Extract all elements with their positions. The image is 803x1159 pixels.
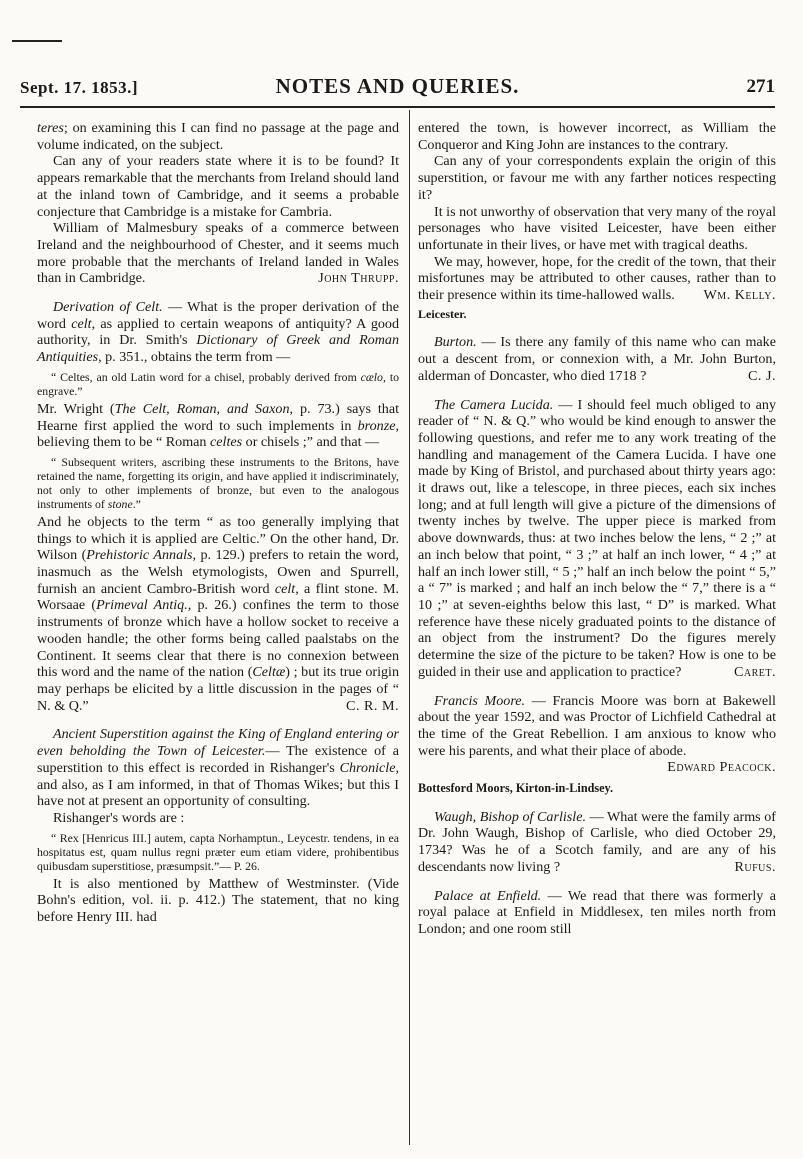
article-enfield bbox=[418, 888, 776, 938]
signature: C. J. bbox=[748, 367, 776, 384]
quotation: “ Rex [Henricus III.] autem, capta Norhamptun., Leycestr. tendens, in ea hospitatus est, quam nullus regni præter eum etiam videre, prohibentibus quibusdam superstitiose, præsumpsit.”— P. 26. bbox=[37, 830, 399, 873]
signature: C. R. M. bbox=[346, 697, 399, 714]
signature: Caret. bbox=[733, 663, 776, 680]
place-line: Bottesford Moors, Kirton-in-Lindsey. bbox=[418, 781, 613, 796]
article-celt bbox=[37, 299, 399, 714]
article-title: Derivation of Celt. bbox=[53, 299, 163, 316]
article-waugh bbox=[418, 809, 776, 876]
signature: Rufus. bbox=[734, 858, 776, 875]
article-title: Burton. bbox=[434, 334, 477, 351]
paragraph: Waugh, Bishop of Carlisle. — What were the family arms of Dr. John Waugh, Bishop of Carlisle, who died October 29, 1734? Was he of a Scotch family, and are any of his descendants now living ? Rufus. bbox=[418, 808, 776, 875]
page-header bbox=[20, 72, 775, 104]
article-title: Palace at Enfield. bbox=[434, 887, 542, 904]
article-title: Waugh, Bishop of Carlisle. bbox=[434, 808, 586, 825]
paragraph: Rishanger's words are : bbox=[53, 809, 185, 826]
paragraph: Francis Moore. — Francis Moore was born at Bakewell about the year 1592, and was Proctor of Lichfield Cathedral at the time of the Great Rebellion. I am anxious to know who were his parents, and what their place of abode. bbox=[418, 692, 776, 759]
page-number: 271 bbox=[746, 76, 775, 97]
paragraph: Derivation of Celt. — What is the proper derivation of the word celt, as applied to certain weapons of antiquity? A good authority, in Dr. Smith's Dictionary of Greek and Roman Antiquities, p. 351., obtains the term from — bbox=[37, 299, 400, 366]
signature: Wm. Kelly. bbox=[703, 287, 776, 304]
paragraph: We may, however, hope, for the credit of the town, that their misfortunes may be attributed to other causes, rather than to their presence within its time-hallowed walls. Wm. Kelly. bbox=[418, 253, 776, 304]
place-line: Leicester. bbox=[418, 306, 467, 321]
signature: Edward Peacock. bbox=[667, 759, 776, 776]
quotation: “ Celtes, an old Latin word for a chisel, probably derived from cælo, to engrave.” bbox=[37, 369, 399, 398]
paragraph: It is also mentioned by Matthew of Westminster. (Vide Bohn's edition, vol. ii. p. 412.) The statement, that no king before Henry III. had bbox=[37, 875, 399, 926]
article-superstition bbox=[37, 726, 399, 925]
quotation: “ Subsequent writers, ascribing these instruments to the Britons, have retained the name, forgetting its origin, and have applied it indiscriminately, not only to other implements of bronze, but even to the analogous instruments of stone.” bbox=[37, 454, 399, 511]
paragraph: Palace at Enfield. — We read that there was formerly a royal palace at Enfield in Middlesex, ten miles north from London; and one room still bbox=[418, 887, 776, 937]
article-camera-lucida bbox=[418, 397, 776, 681]
signature: John Thrupp. bbox=[318, 270, 399, 287]
header-date: Sept. 17. 1853.] bbox=[20, 78, 139, 97]
paragraph: And he objects to the term “ as too generally implying that things to which it is applied are Celtic.” On the other hand, Dr. Wilson (Prehistoric Annals, p. 129.) prefers to retain the word, inasmuch as the Welsh etymologists, Owen and Spurrell, furnish an ancient Cambro-British word celt, a flint stone. M. Worsaae (Primeval Antiq., p. 26.) confines the term to those instruments of bronze which have a hollow socket to receive a wooden handle; the other forms being called paalstabs on the Continent. It seems clear that there is no connexion between this word and the name of the nation (Celtæ) ; but its true origin may perhaps be elicited by a little discussion in the pages of “ N. & Q.” C. R. M. bbox=[37, 513, 400, 714]
paragraph: entered the town, is however incorrect, as William the Conqueror and King John are instances to the contrary. bbox=[418, 120, 776, 153]
paragraph: teres; on examining this I can find no passage at the page and volume indicated, on the subject. bbox=[37, 120, 399, 153]
paragraph: Can any of your correspondents explain the origin of this superstition, or favour me with any farther notices respecting it? bbox=[418, 153, 776, 203]
paragraph: The Camera Lucida. — I should feel much obliged to any reader of “ N. & Q.” who would be kind enough to answer the following questions, and refer me to any work treating of the handling and management of the Camera Lucida. I have one made by King of Bristol, and purchased about thirty years ago: it draws out, like a telescope, in three pieces, each six inches long; and at full length will give a picture of the dimensions of twenty inches by twelve. The upper piece is marked from above downwards, thus: at two inches below the lens, “ 2 ;” at an inch below that point, “ 3 ;” at half an inch lower, “ 4 ;” at half an inch lower still, “ 5 ;” half an inch below the point “ 5,” a “ 7” is marked ; and half an inch below the “ 7,” there is a “ 10 ;” at seven-eighths below this last, “ D” is marked. What reference have these nicely graduated points to the distance of an object from the instrument? Do the figures merely determine the size of the picture to be taken? How is one to be guided in their use and application to practice? Caret. bbox=[418, 396, 777, 680]
article-title: Ancient Superstition against the King of England entering or even beholding the Town of Leicester. bbox=[37, 726, 399, 760]
paragraph: Can any of your readers state where it is to be found? It appears remarkable that the merchants from Ireland should land at the inland town of Cambridge, and it seems a probable conjecture that Cambridge is a mistake for Cambria. bbox=[37, 153, 399, 220]
column-divider bbox=[409, 110, 410, 1145]
paragraph: Mr. Wright (The Celt, Roman, and Saxon, p. 73.) says that Hearne first applied the word to such implements in bronze, believing them to be “ Roman celtes or chisels ;” and that — bbox=[37, 400, 400, 451]
paragraph: It is not unworthy of observation that very many of the royal personages who have visited Leicester, have been either unfortunate in their lives, or have met with tragical deaths. bbox=[418, 203, 776, 253]
paragraph: William of Malmesbury speaks of a commerce between Ireland and the neighbourhood of Chester, and it seems much more probable that the merchants of Ireland landed in Wales than in Cambridge. John Thrupp. bbox=[37, 220, 399, 287]
article-burton bbox=[418, 334, 776, 384]
article-title: The Camera Lucida. bbox=[434, 396, 554, 413]
paragraph: Burton. — Is there any family of this name who can make out a descent from, or connexion with, a Mr. John Burton, alderman of Doncaster, who died 1718 ? C. J. bbox=[418, 334, 776, 384]
article-title: Francis Moore. bbox=[434, 692, 526, 709]
article-francis-moore bbox=[418, 693, 776, 797]
header-rule bbox=[20, 106, 775, 108]
header-title: NOTES AND QUERIES. bbox=[275, 74, 520, 98]
right-column bbox=[418, 120, 776, 938]
paragraph: Ancient Superstition against the King of England entering or even beholding the Town of Leicester.— The existence of a superstition to this effect is recorded in Rishanger's Chronicle, and also, as I am informed, in that of Thomas Wikes; but this I have not at present an opportunity of consulting. bbox=[37, 726, 399, 810]
top-rule bbox=[12, 40, 62, 42]
left-column bbox=[37, 120, 399, 926]
